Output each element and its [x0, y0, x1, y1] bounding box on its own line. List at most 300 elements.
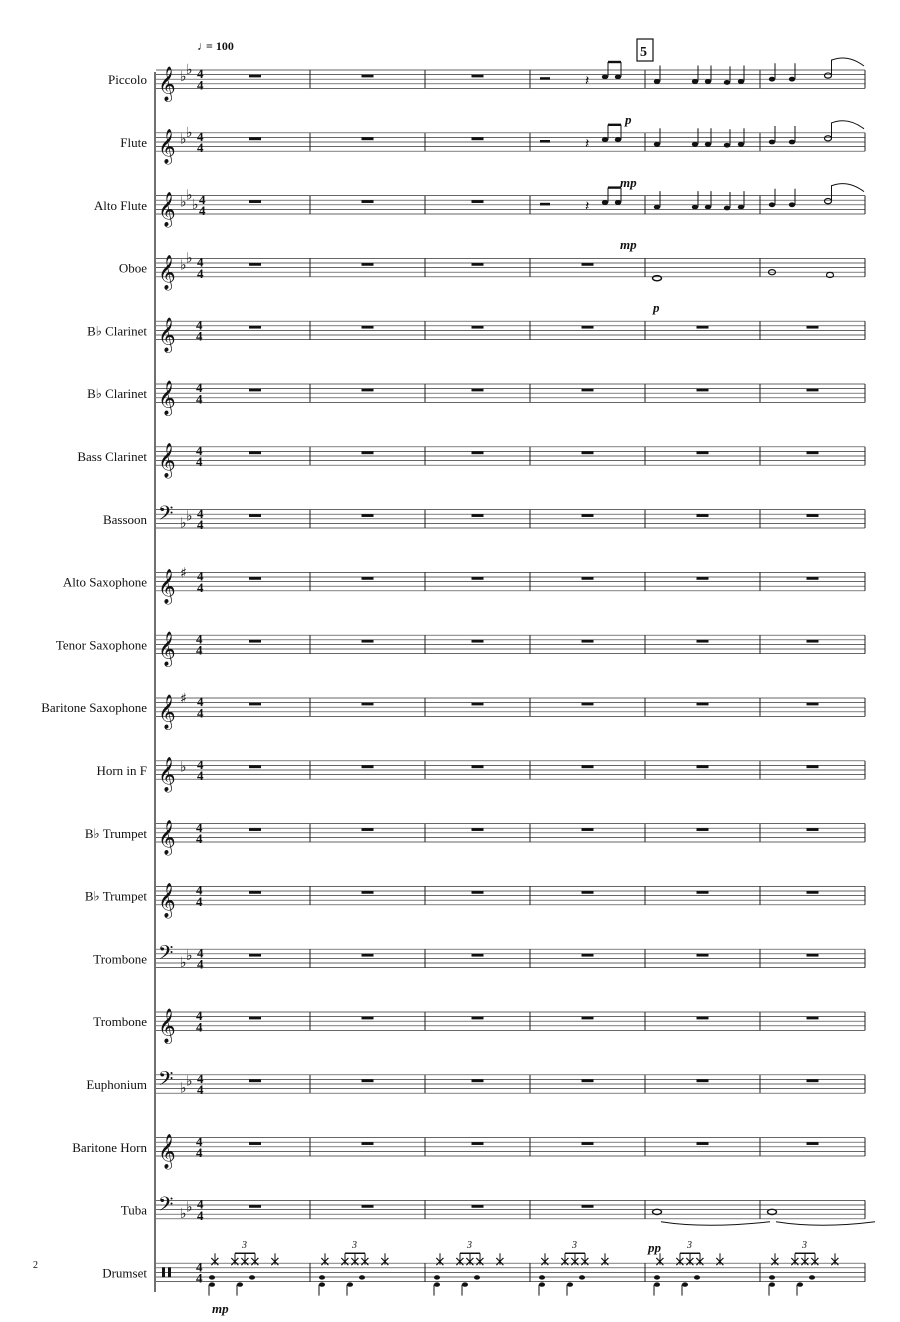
sharp-icon: ♯ — [180, 565, 187, 582]
snare-note-head — [769, 1275, 775, 1279]
whole-rest — [582, 765, 594, 768]
whole-rest — [697, 451, 709, 454]
time-signature-top: 4 — [197, 1196, 204, 1212]
cymbal-note-icon: × — [209, 1253, 221, 1270]
time-signature-bottom: 4 — [196, 1270, 203, 1286]
whole-rest — [697, 640, 709, 643]
kick-note-head — [209, 1282, 215, 1286]
note-head — [602, 75, 608, 80]
time-signature-bottom: 4 — [196, 1145, 203, 1160]
treble-clef-icon: 𝄞 — [158, 129, 176, 165]
whole-rest — [807, 1079, 819, 1082]
staff-1 — [108, 58, 865, 102]
time-signature-top: 4 — [196, 819, 203, 835]
whole-rest — [472, 263, 484, 266]
cymbal-note-icon: × — [379, 1253, 391, 1270]
note-head — [654, 142, 660, 147]
flat-icon: ♭ — [180, 759, 187, 776]
whole-rest — [249, 326, 261, 329]
rehearsal-mark — [637, 39, 653, 61]
whole-rest — [472, 640, 484, 643]
treble-clef-icon: 𝄞 — [158, 882, 176, 918]
whole-rest — [249, 200, 261, 203]
time-signature-top: 4 — [196, 443, 203, 458]
whole-rest — [249, 1017, 261, 1020]
kick-note-head — [347, 1282, 353, 1286]
instrument-name: B♭ Trumpet — [84, 888, 147, 904]
snare-note-head — [359, 1275, 365, 1279]
whole-note-head — [653, 1209, 662, 1214]
bass-clef-icon: 𝄢 — [158, 941, 174, 970]
whole-rest — [362, 1205, 374, 1208]
time-signature-bottom: 4 — [197, 517, 204, 532]
cymbal-note-icon: × — [559, 1253, 571, 1270]
whole-rest — [807, 891, 819, 894]
tuplet-number: 3 — [242, 1240, 247, 1252]
tie — [832, 58, 864, 66]
flat-icon: ♭ — [180, 257, 187, 274]
half-note-head — [825, 199, 832, 204]
whole-rest — [472, 891, 484, 894]
instrument-name: B♭ Clarinet — [87, 386, 147, 402]
whole-rest — [362, 263, 374, 266]
time-signature-bottom: 4 — [196, 642, 203, 658]
flat-icon: ♭ — [186, 508, 193, 525]
instrument-name: Alto Flute — [93, 197, 147, 213]
staff-9 — [63, 565, 865, 604]
time-signature-bottom: 4 — [196, 831, 203, 846]
whole-rest — [582, 389, 594, 392]
time-signature-bottom: 4 — [197, 265, 204, 281]
whole-rest — [472, 1017, 484, 1020]
whole-rest — [697, 514, 709, 517]
time-signature-top: 4 — [197, 505, 204, 521]
whole-rest — [249, 1142, 261, 1145]
whole-rest — [697, 1017, 709, 1020]
sharp-icon: ♯ — [180, 691, 187, 707]
whole-rest — [807, 828, 819, 831]
kick-note-head — [434, 1282, 440, 1286]
tuplet-number: 3 — [802, 1240, 807, 1252]
time-signature-bottom: 4 — [197, 1082, 204, 1098]
whole-rest — [807, 765, 819, 768]
staff-6 — [87, 380, 865, 416]
note-head — [789, 202, 795, 207]
instrument-name: Alto Saxophone — [62, 574, 147, 590]
cymbal-note-icon: × — [654, 1253, 666, 1270]
dynamic-oboe: p — [653, 300, 660, 315]
page-number: 2 — [33, 1260, 38, 1271]
half-note-head — [825, 136, 832, 141]
staff-13 — [85, 820, 865, 856]
whole-rest — [582, 640, 594, 643]
kick-note-head — [462, 1282, 468, 1286]
bass-clef-icon: 𝄢 — [158, 1066, 174, 1095]
staff-10 — [56, 631, 865, 667]
kick-note-head — [797, 1282, 803, 1286]
treble-clef-icon: 𝄞 — [158, 317, 176, 353]
time-signature-bottom: 4 — [197, 1207, 204, 1223]
instrument-name: B♭ Trumpet — [84, 825, 147, 841]
snare-note-head — [654, 1275, 660, 1279]
whole-rest — [697, 954, 709, 957]
whole-rest — [807, 326, 819, 329]
kick-note-head — [539, 1282, 545, 1286]
whole-rest — [362, 703, 374, 706]
half-rest — [540, 140, 550, 143]
time-signature-bottom: 4 — [199, 203, 206, 218]
whole-rest — [249, 765, 261, 768]
time-signature-top: 4 — [196, 631, 203, 647]
note-head — [692, 79, 698, 84]
tie — [661, 1222, 770, 1226]
cymbal-note-icon: × — [359, 1253, 371, 1270]
cymbal-note-icon: × — [269, 1253, 281, 1270]
time-signature-bottom: 4 — [197, 77, 204, 93]
cymbal-note-icon: × — [829, 1253, 841, 1270]
whole-rest — [249, 1205, 261, 1208]
staff-4 — [119, 250, 865, 290]
instrument-name: Bass Clarinet — [77, 449, 147, 464]
whole-rest — [472, 514, 484, 517]
note-head — [769, 202, 775, 207]
note-head — [769, 140, 775, 145]
note-head — [615, 75, 621, 80]
note-head — [692, 205, 698, 210]
whole-rest — [472, 703, 484, 706]
whole-rest — [249, 703, 261, 706]
half-rest — [540, 203, 550, 206]
flat-icon: ♭ — [180, 194, 187, 211]
snare-note-head — [249, 1275, 255, 1279]
whole-rest — [362, 1017, 374, 1020]
dynamic-drumset: mp — [212, 1301, 229, 1316]
cymbal-note-icon: × — [599, 1253, 611, 1270]
flat-icon: ♭ — [186, 124, 193, 141]
snare-note-head — [539, 1275, 545, 1279]
note-head — [615, 137, 621, 142]
dynamic-flute: mp — [620, 175, 637, 190]
cymbal-note-icon: × — [319, 1253, 331, 1270]
quarter-rest: 𝄽 — [585, 135, 590, 152]
time-signature-bottom: 4 — [197, 705, 204, 721]
cymbal-note-icon: × — [799, 1253, 811, 1270]
note-head — [724, 80, 730, 85]
flat-icon: ♭ — [186, 187, 193, 204]
cymbal-note-icon: × — [579, 1253, 591, 1270]
whole-rest — [249, 137, 261, 140]
whole-rest — [807, 451, 819, 454]
treble-clef-icon: 𝄞 — [158, 254, 176, 290]
whole-rest — [472, 1079, 484, 1082]
whole-rest — [582, 1017, 594, 1020]
flat-icon: ♭ — [186, 62, 193, 78]
whole-rest — [807, 1142, 819, 1145]
tuplet-number: 3 — [467, 1240, 472, 1252]
instrument-name: B♭ Clarinet — [87, 323, 147, 339]
whole-rest — [472, 326, 484, 329]
half-rest — [540, 77, 550, 80]
note-head — [705, 142, 711, 147]
treble-clef-icon: 𝄞 — [158, 1134, 176, 1169]
snare-note-head — [809, 1275, 815, 1279]
instrument-name: Tuba — [120, 1202, 147, 1218]
snare-note-head — [694, 1275, 700, 1279]
time-signature-top: 4 — [196, 1008, 203, 1024]
cymbal-note-icon: × — [494, 1253, 506, 1270]
staff-5 — [87, 317, 865, 353]
note-head — [724, 206, 730, 211]
cymbal-note-icon: × — [249, 1253, 261, 1270]
whole-rest — [249, 577, 261, 580]
instrument-name: Drumset — [102, 1265, 147, 1281]
whole-rest — [362, 326, 374, 329]
whole-rest — [472, 75, 484, 78]
kick-note-head — [567, 1282, 573, 1286]
note-head — [654, 79, 660, 84]
whole-note-head — [768, 1209, 777, 1214]
whole-rest — [362, 954, 374, 957]
whole-rest — [249, 1079, 261, 1082]
note-head — [724, 143, 730, 148]
cymbal-note-icon: × — [434, 1253, 446, 1270]
whole-rest — [362, 514, 374, 517]
whole-rest — [582, 326, 594, 329]
whole-rest — [362, 891, 374, 894]
note-head — [705, 79, 711, 84]
whole-rest — [807, 389, 819, 392]
whole-rest — [362, 1079, 374, 1082]
note-head — [602, 137, 608, 142]
cymbal-note-icon: × — [239, 1253, 251, 1270]
cymbal-note-icon: × — [714, 1253, 726, 1270]
quarter-rest: 𝄽 — [585, 198, 590, 215]
time-signature-top: 4 — [196, 882, 203, 898]
time-signature-bottom: 4 — [197, 768, 204, 784]
whole-note-head — [653, 276, 662, 281]
dynamic-alto-flute: mp — [620, 237, 637, 252]
tempo-marking — [197, 39, 234, 53]
cymbal-note-icon: × — [769, 1253, 781, 1270]
cymbal-note-icon: × — [229, 1253, 241, 1270]
whole-rest — [362, 765, 374, 768]
snare-note-head — [209, 1275, 215, 1279]
whole-rest — [697, 765, 709, 768]
percussion-clef-icon — [162, 1267, 165, 1277]
whole-rest — [582, 263, 594, 266]
note-head — [738, 79, 744, 84]
note-head — [789, 77, 795, 82]
kick-note-head — [319, 1282, 325, 1286]
instrument-name: Bassoon — [102, 511, 147, 527]
instrument-name: Piccolo — [108, 72, 147, 88]
note-head — [654, 205, 660, 210]
whole-rest — [362, 640, 374, 643]
whole-rest — [697, 1142, 709, 1145]
staff-2 — [120, 121, 865, 165]
instrument-name: Trombone — [93, 951, 147, 967]
instrument-name: Euphonium — [86, 1077, 147, 1092]
cymbal-note-icon: × — [464, 1253, 476, 1270]
snare-note-head — [579, 1275, 585, 1279]
whole-rest — [807, 640, 819, 643]
whole-rest — [362, 75, 374, 78]
quarter-rest: 𝄽 — [585, 73, 590, 89]
percussion-clef-icon — [168, 1267, 171, 1277]
instrument-name: Flute — [120, 135, 147, 150]
whole-rest — [807, 703, 819, 706]
cymbal-note-icon: × — [474, 1253, 486, 1270]
cymbal-note-icon: × — [569, 1253, 581, 1270]
whole-rest — [249, 954, 261, 957]
whole-rest — [362, 577, 374, 580]
cymbal-note-icon: × — [694, 1253, 706, 1270]
cymbal-note-icon: × — [789, 1253, 801, 1270]
rehearsal-number: 5 — [640, 45, 647, 60]
staff-15 — [93, 941, 865, 971]
time-signature-top: 4 — [196, 1259, 203, 1275]
staff-18 — [72, 1134, 865, 1170]
time-signature-bottom: 4 — [196, 454, 203, 470]
flat-icon: ♭ — [180, 1080, 187, 1097]
whole-rest — [807, 954, 819, 957]
staff-14 — [85, 883, 865, 919]
whole-rest — [362, 137, 374, 140]
staff-8 — [103, 502, 865, 532]
note-head — [738, 205, 744, 210]
time-signature-top: 4 — [197, 1071, 204, 1086]
time-signature-top: 4 — [197, 757, 204, 772]
whole-rest — [249, 263, 261, 266]
flat-icon: ♭ — [180, 68, 187, 85]
cymbal-note-icon: × — [684, 1253, 696, 1270]
whole-rest — [582, 703, 594, 706]
whole-rest — [582, 828, 594, 831]
whole-rest — [807, 1017, 819, 1020]
flat-icon: ♭ — [180, 1206, 187, 1223]
tuplet-number: 3 — [687, 1240, 692, 1252]
tie — [832, 121, 864, 129]
time-signature-bottom: 4 — [197, 579, 204, 595]
cymbal-note-icon: × — [674, 1253, 686, 1270]
staff-12 — [96, 757, 865, 793]
instrument-name: Baritone Horn — [72, 1139, 147, 1155]
time-signature-top: 4 — [197, 945, 204, 961]
treble-clef-icon: 𝄞 — [158, 1008, 176, 1044]
flat-icon: ♭ — [186, 1199, 193, 1216]
staff-11 — [41, 691, 865, 730]
time-signature-top: 4 — [196, 317, 203, 333]
kick-note-head — [237, 1282, 243, 1286]
whole-rest — [472, 765, 484, 768]
time-signature-bottom: 4 — [196, 1019, 203, 1035]
whole-rest — [249, 828, 261, 831]
whole-rest — [697, 577, 709, 580]
whole-rest — [362, 451, 374, 454]
whole-rest — [582, 1079, 594, 1082]
treble-clef-icon: 𝄞 — [158, 66, 176, 102]
whole-rest — [697, 326, 709, 329]
whole-rest — [472, 137, 484, 140]
dynamic-tuba: pp — [648, 1240, 661, 1255]
whole-rest — [697, 703, 709, 706]
whole-rest — [472, 200, 484, 203]
cymbal-note-icon: × — [454, 1253, 466, 1270]
whole-rest — [582, 954, 594, 957]
time-signature-top: 4 — [196, 380, 203, 396]
whole-rest — [362, 389, 374, 392]
staff-16 — [93, 1008, 865, 1044]
tuplet-number: 3 — [352, 1240, 357, 1252]
whole-rest — [582, 1205, 594, 1208]
note-head — [738, 142, 744, 147]
whole-rest — [472, 1142, 484, 1145]
treble-clef-icon: 𝄞 — [158, 694, 176, 730]
note-head — [615, 200, 621, 205]
whole-rest — [807, 577, 819, 580]
whole-rest — [472, 828, 484, 831]
kick-note-head — [682, 1282, 688, 1286]
kick-note-head — [654, 1282, 660, 1286]
flat-icon: ♭ — [192, 196, 199, 213]
instrument-name: Trombone — [93, 1014, 147, 1030]
dynamic-piccolo: p — [625, 112, 632, 127]
time-signature-bottom: 4 — [196, 328, 203, 344]
note-head — [705, 205, 711, 210]
time-signature-bottom: 4 — [196, 391, 203, 407]
cymbal-note-icon: × — [339, 1253, 351, 1270]
whole-rest — [582, 514, 594, 517]
whole-rest — [249, 514, 261, 517]
note-head — [692, 142, 698, 147]
flat-icon: ♭ — [180, 515, 187, 532]
whole-rest — [249, 75, 261, 78]
time-signature-bottom: 4 — [197, 956, 204, 972]
tempo-note-symbol: ♩ — [197, 39, 209, 53]
whole-rest — [697, 1079, 709, 1082]
treble-clef-icon: 𝄞 — [158, 568, 176, 604]
instrument-name: Horn in F — [96, 763, 147, 778]
snare-note-head — [434, 1275, 440, 1279]
flat-icon: ♭ — [186, 250, 193, 267]
time-signature-top: 4 — [197, 129, 204, 144]
flat-icon: ♭ — [186, 1073, 193, 1090]
tuplet-number: 3 — [572, 1240, 577, 1252]
staff-19 — [121, 1192, 875, 1225]
note-head — [602, 200, 608, 205]
staff-7 — [77, 443, 865, 479]
time-signature-bottom: 4 — [197, 140, 204, 156]
whole-rest — [472, 451, 484, 454]
treble-clef-icon: 𝄞 — [158, 192, 176, 227]
whole-rest — [807, 514, 819, 517]
time-signature-top: 4 — [196, 1133, 203, 1149]
whole-rest — [697, 389, 709, 392]
time-signature-top: 4 — [199, 191, 206, 207]
whole-rest — [472, 1205, 484, 1208]
whole-rest — [249, 891, 261, 894]
tie — [776, 1222, 875, 1226]
whole-rest — [249, 640, 261, 643]
kick-note-head — [769, 1282, 775, 1286]
time-signature-top: 4 — [197, 694, 204, 710]
whole-rest — [249, 451, 261, 454]
staff-20 — [102, 1240, 865, 1295]
snare-note-head — [319, 1275, 325, 1279]
whole-rest — [582, 1142, 594, 1145]
flat-icon: ♭ — [180, 955, 187, 971]
time-signature-top: 4 — [197, 254, 204, 270]
